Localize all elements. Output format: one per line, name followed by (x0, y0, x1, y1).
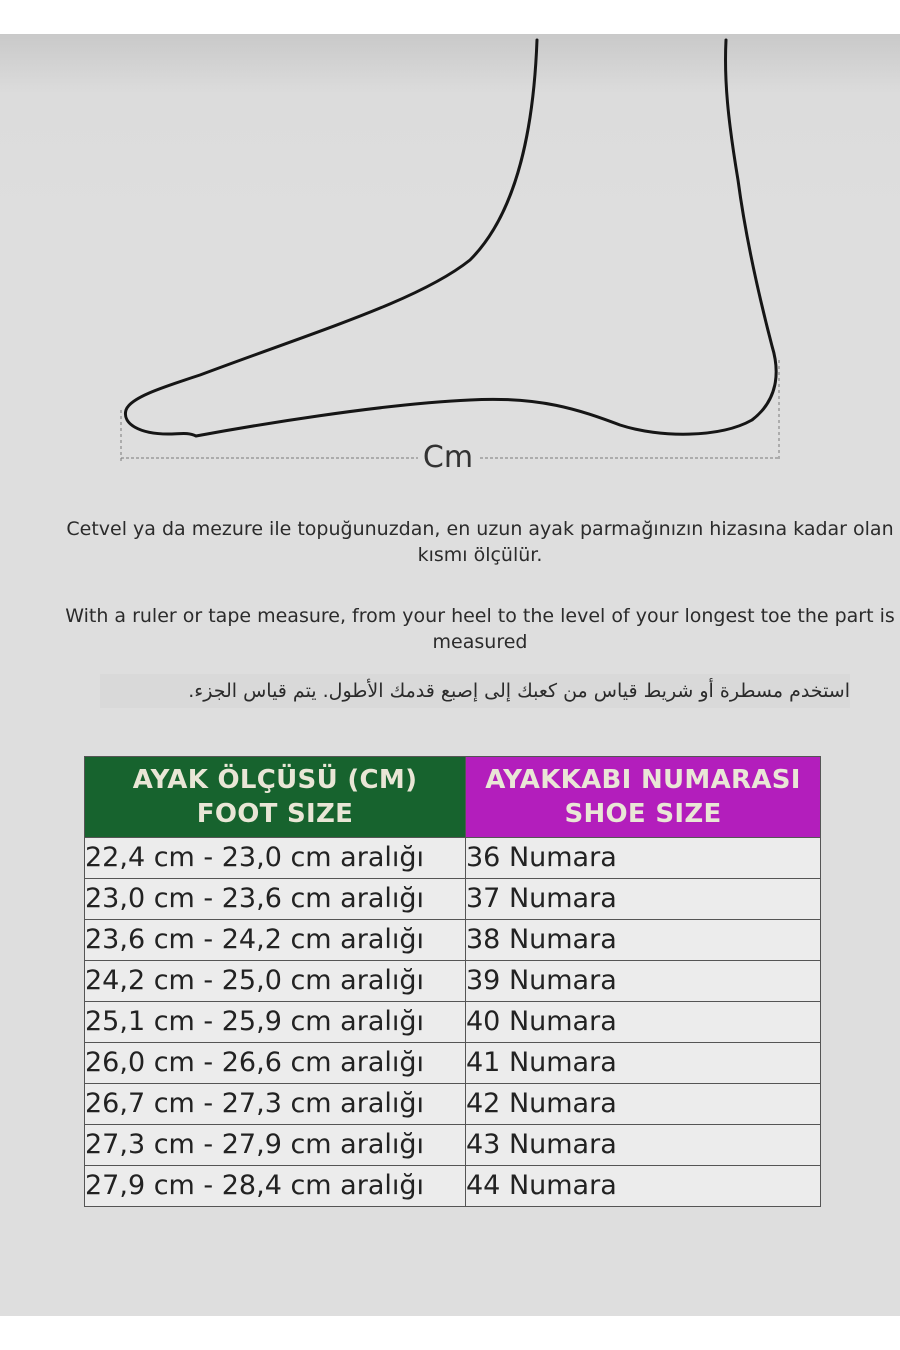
shoe-size-cell: 43 Numara (466, 1125, 821, 1166)
foot-size-cell: 22,4 cm - 23,0 cm aralığı (85, 838, 466, 879)
table-row (85, 1125, 821, 1166)
foot-size-cell: 24,2 cm - 25,0 cm aralığı (85, 961, 466, 1002)
foot-size-cell: 23,6 cm - 24,2 cm aralığı (85, 920, 466, 961)
instruction-arabic: استخدم مسطرة أو شريط قياس من كعبك إلى إصبع قدمك الأطول. يتم قياس الجزء. (100, 674, 850, 708)
foot-outline-icon (0, 0, 900, 500)
table-header-row (85, 757, 821, 838)
table-row (85, 838, 821, 879)
header-foot-size-line1: AYAK ÖLÇÜSÜ (CM) (132, 765, 418, 795)
shoe-size-cell: 42 Numara (466, 1084, 821, 1125)
shoe-size-cell: 36 Numara (466, 838, 821, 879)
header-foot-size-line2: FOOT SIZE (196, 799, 354, 829)
size-chart-table (84, 756, 821, 1207)
instruction-turkish: Cetvel ya da mezure ile topuğunuzdan, en uzun ayak parmağınızın hizasına kadar olan kısmı ölçülür. (66, 518, 894, 566)
shoe-size-cell: 39 Numara (466, 961, 821, 1002)
measure-unit-label: Cm (422, 440, 474, 475)
header-shoe-size (466, 757, 821, 838)
instruction-english: With a ruler or tape measure, from your heel to the level of your longest toe the part is measured (65, 605, 895, 653)
table-row (85, 1002, 821, 1043)
table-row (85, 1084, 821, 1125)
shoe-size-cell: 41 Numara (466, 1043, 821, 1084)
foot-size-cell: 26,7 cm - 27,3 cm aralığı (85, 1084, 466, 1125)
table-row (85, 920, 821, 961)
foot-size-cell: 27,3 cm - 27,9 cm aralığı (85, 1125, 466, 1166)
header-foot-size (85, 757, 466, 838)
shoe-size-cell: 37 Numara (466, 879, 821, 920)
foot-size-cell: 27,9 cm - 28,4 cm aralığı (85, 1166, 466, 1207)
table-row (85, 1043, 821, 1084)
foot-size-cell: 26,0 cm - 26,6 cm aralığı (85, 1043, 466, 1084)
table-row (85, 879, 821, 920)
foot-size-cell: 23,0 cm - 23,6 cm aralığı (85, 879, 466, 920)
table-row (85, 961, 821, 1002)
shoe-size-cell: 40 Numara (466, 1002, 821, 1043)
table-row (85, 1166, 821, 1207)
foot-size-cell: 25,1 cm - 25,9 cm aralığı (85, 1002, 466, 1043)
header-shoe-size-line1: AYAKKABI NUMARASI (485, 765, 801, 795)
shoe-size-cell: 38 Numara (466, 920, 821, 961)
shoe-size-cell: 44 Numara (466, 1166, 821, 1207)
bottom-margin (0, 1316, 900, 1350)
foot-outline-path (125, 40, 776, 436)
header-shoe-size-line2: SHOE SIZE (564, 799, 722, 829)
